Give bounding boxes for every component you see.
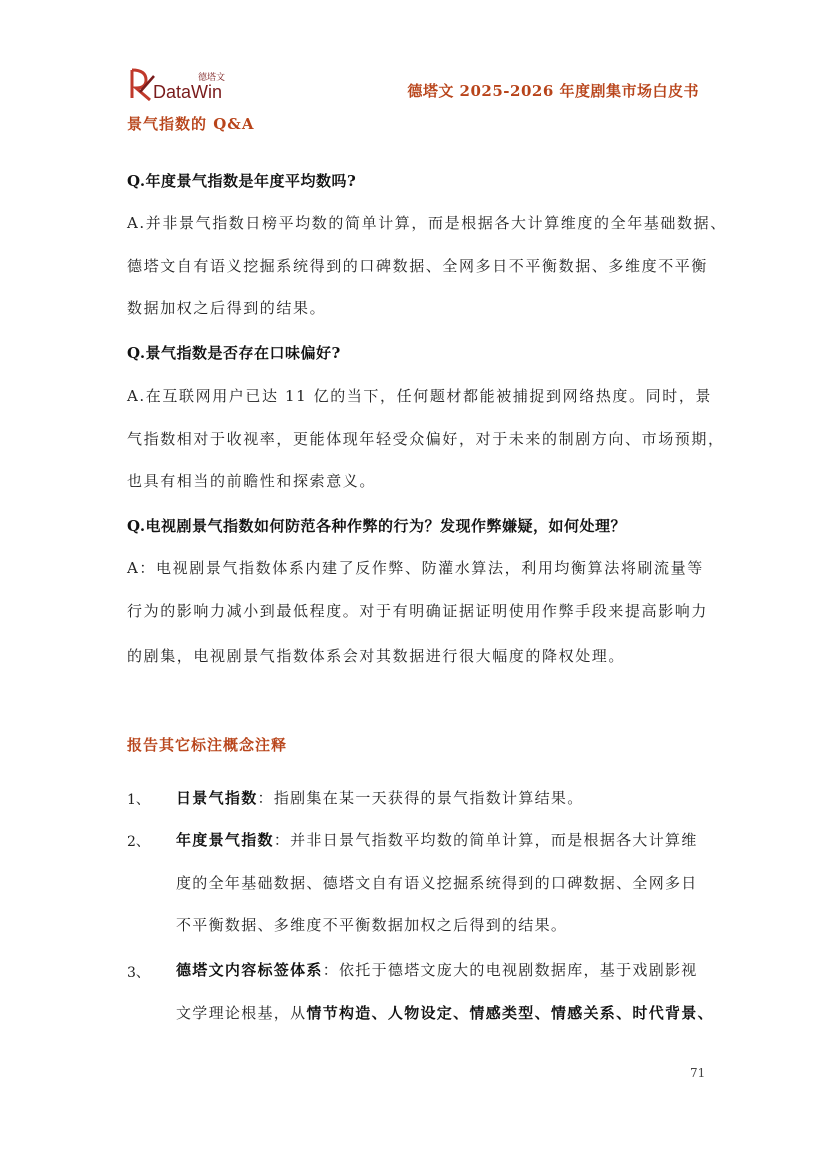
- note-2-term: 年度景气指数: [176, 831, 274, 849]
- note-3-bold-tail: 情节构造、人物设定、情感类型、情感关系、时代背景、: [306, 1004, 714, 1022]
- note-1-text: ：指剧集在某一天获得的景气指数计算结果。: [257, 789, 584, 807]
- note-3-text-2: 文学理论根基，从: [176, 1004, 307, 1022]
- answer-2-line-3: 也具有相当的前瞻性和探索意义。: [127, 472, 377, 490]
- qa-section-heading: 景气指数的 Q&A: [127, 115, 255, 133]
- note-3-line-1: [176, 959, 698, 980]
- note-2-line-1: [176, 829, 698, 850]
- page-number: 71: [690, 1066, 706, 1080]
- note-2-line-2: 度的全年基础数据、德塔文自有语义挖掘系统得到的口碑数据、全网多日: [176, 874, 698, 892]
- document-title: 德塔文 2025-2026 年度剧集市场白皮书: [407, 82, 699, 100]
- datawin-logo: [128, 64, 238, 106]
- answer-3-line-3: 的剧集，电视剧景气指数体系会对其数据进行很大幅度的降权处理。: [127, 647, 626, 665]
- answer-1-line-2: 德塔文自有语义挖掘系统得到的口碑数据、全网多日不平衡数据、多维度不平衡: [127, 257, 709, 275]
- note-1-number: 1、: [127, 792, 150, 808]
- answer-1-line-3: 数据加权之后得到的结果。: [127, 299, 327, 317]
- answer-2-line-1: A.在互联网用户已达 11 亿的当下，任何题材都能被捕捉到网络热度。同时，景: [127, 387, 713, 405]
- answer-3-line-1: A：电视剧景气指数体系内建了反作弊、防灌水算法，利用均衡算法将刷流量等: [127, 559, 704, 577]
- answer-1-line-1: A.并非景气指数日榜平均数的简单计算，而是根据各大计算维度的全年基础数据、: [127, 214, 727, 232]
- note-3-number: 3、: [127, 965, 150, 981]
- notes-section-heading: 报告其它标注概念注释: [127, 736, 288, 754]
- note-1-line-1: [176, 787, 584, 808]
- question-1: Q.年度景气指数是年度平均数吗?: [127, 172, 357, 190]
- note-3-text: ：依托于德塔文庞大的电视剧数据库，基于戏剧影视: [322, 961, 698, 979]
- datawin-logo-mark-icon: [128, 66, 156, 102]
- question-2: Q.景气指数是否存在口味偏好?: [127, 344, 341, 362]
- logo-chinese-text: 德塔文: [198, 73, 226, 83]
- note-1-term: 日景气指数: [176, 789, 258, 807]
- answer-3-line-2: 行为的影响力减小到最低程度。对于有明确证据证明使用作弊手段来提高影响力: [127, 602, 709, 620]
- note-2-line-3: 不平衡数据、多维度不平衡数据加权之后得到的结果。: [176, 916, 568, 934]
- note-2-text: ：并非日景气指数平均数的简单计算，而是根据各大计算维: [273, 831, 698, 849]
- note-3-term: 德塔文内容标签体系: [176, 961, 323, 979]
- note-2-number: 2、: [127, 834, 150, 850]
- logo-english-text: DataWin: [153, 82, 223, 102]
- answer-2-line-2: 气指数相对于收视率，更能体现年轻受众偏好，对于未来的制剧方向、市场预期，: [127, 430, 725, 448]
- note-3-line-2: [176, 1002, 714, 1023]
- question-3: Q.电视剧景气指数如何防范各种作弊的行为？发现作弊嫌疑，如何处理？: [127, 517, 627, 535]
